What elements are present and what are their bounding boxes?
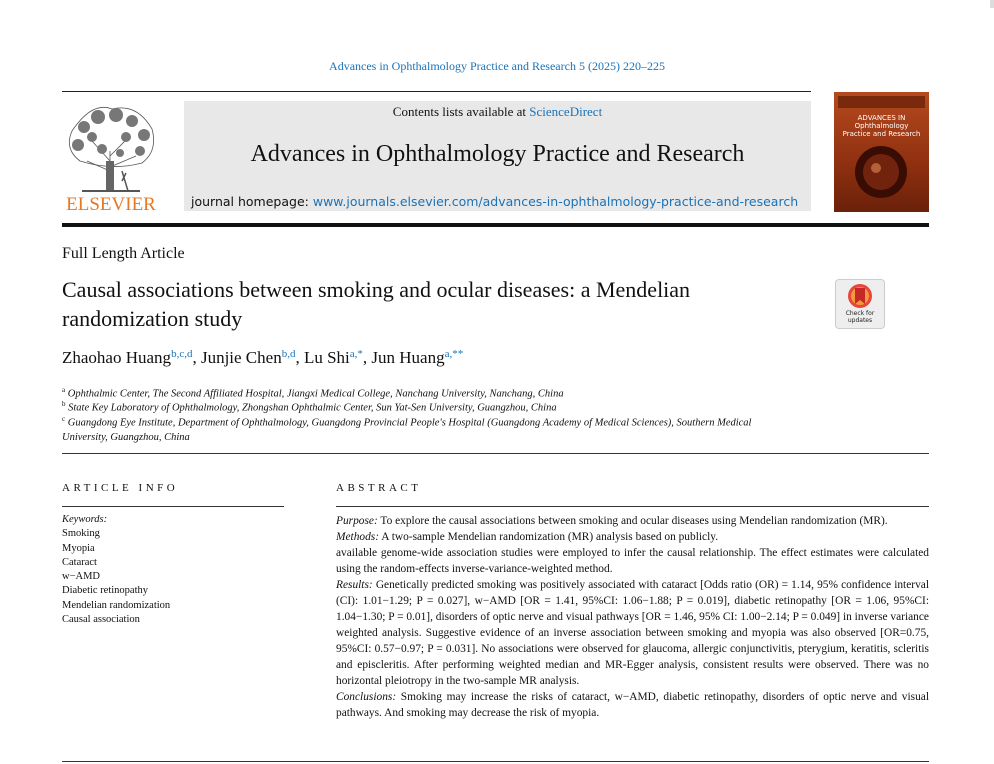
article-title: Causal associations between smoking and ocular diseases: a Mendelian randomization study: [62, 277, 691, 331]
author-name[interactable]: Lu Shi: [303, 348, 350, 367]
results-label: Results:: [336, 579, 373, 591]
author-affil-marks[interactable]: a,**: [444, 348, 464, 360]
contents-prefix: Contents lists available at: [392, 104, 530, 119]
publisher-wordmark: ELSEVIER: [66, 194, 156, 213]
author-affil-marks[interactable]: b,c,d: [171, 348, 193, 360]
author-name[interactable]: Zhaohao Huang: [62, 348, 172, 367]
journal-citation[interactable]: Advances in Ophthalmology Practice and Research 5 (2025) 220–225: [329, 59, 665, 73]
keyword: Causal association: [62, 614, 140, 626]
affiliation-mark: c: [62, 415, 66, 423]
conclusions-label: Conclusions:: [336, 691, 397, 703]
affiliation-text: State Key Laboratory of Ophthalmology, Zhongshan Ophthalmic Center, Sun Yat-Sen University, Guangzhou, China: [68, 402, 557, 414]
cover-title: ADVANCES IN Ophthalmology Practice and Research: [842, 114, 921, 138]
affiliation-text: Guangdong Eye Institute, Department of Ophthalmology, Guangdong Provincial People's Hospital (Guangdong Academy of Medical Sciences), Southern Medical University, Guangzhou, China: [62, 417, 752, 443]
article-info-heading: ARTICLE INFO: [62, 482, 179, 494]
cover-graphic: [834, 92, 929, 212]
abstract-results: [336, 577, 929, 689]
methods-label: Methods:: [336, 531, 380, 543]
keyword: Cataract: [62, 556, 97, 568]
author-separator: ,: [362, 348, 372, 367]
keyword: Diabetic retinopathy: [62, 585, 149, 597]
purpose-text: To explore the causal associations between smoking and ocular diseases using Mendelian randomization (MR).: [377, 515, 888, 527]
article-info-rule: [62, 506, 284, 507]
journal-homepage: [191, 194, 798, 209]
author-name[interactable]: Jun Huang: [371, 348, 445, 367]
affiliation-mark: b: [62, 400, 66, 408]
methods-text: A two-sample Mendelian randomization (MR) analysis based on publicly.: [379, 531, 719, 543]
keyword: Mendelian randomization: [62, 599, 171, 611]
contents-line: [184, 104, 811, 120]
homepage-label: journal homepage:: [191, 194, 313, 209]
affiliation-mark: a: [62, 386, 66, 394]
affiliation-c: [62, 412, 792, 445]
abstract-conclusions: [336, 689, 929, 721]
elsevier-tree-logo: [62, 101, 160, 213]
keywords-list: [62, 513, 170, 627]
top-border: [0, 0, 994, 8]
sciencedirect-link[interactable]: ScienceDirect: [529, 104, 603, 119]
header-top-rule: [62, 91, 811, 92]
section-rule: [62, 453, 929, 454]
journal-cover-image[interactable]: [834, 92, 929, 212]
homepage-link[interactable]: www.journals.elsevier.com/advances-in-ophthalmology-practice-and-research: [312, 194, 799, 209]
check-updates-icon: [836, 280, 884, 310]
check-for-updates-button[interactable]: [835, 279, 885, 329]
abstract-rule: [336, 506, 929, 507]
author-affil-marks[interactable]: a,*: [349, 348, 363, 360]
author-name[interactable]: Junjie Chen: [200, 348, 282, 367]
abstract-bottom-rule: [62, 761, 929, 762]
keyword: Myopia: [62, 542, 95, 554]
article-type: Full Length Article: [62, 245, 185, 262]
conclusions-text: Smoking may increase the risks of cataract, w−AMD, diabetic retinopathy, disorders of optic nerve and visual pathways. And smoking may decrease the risk of myopia.: [336, 691, 929, 719]
journal-title: Advances in Ophthalmology Practice and Research: [250, 141, 745, 167]
abstract-body: [336, 513, 929, 721]
author-affil-marks[interactable]: b,d: [281, 348, 296, 360]
author-separator: ,: [295, 348, 304, 367]
abstract-methods-cont: available genome-wide association studies were employed to infer the causal relationship. The effect estimates were calculated using the random-effects inverse-variance-weighted method.: [336, 547, 929, 575]
affiliation-text: Ophthalmic Center, The Second Affiliated Hospital, Jiangxi Medical College, Nanchang University, Nanchang, China: [67, 388, 564, 400]
results-text: Genetically predicted smoking was positively associated with cataract [Odds ratio (OR) = 1.14, 95% confidence interval (CI): 1.01−1.29; P = 0.027], w−AMD [OR = 1.41, 95%CI: 1.06−1.88; P = 0.019], diabetic retinopathy [OR = 1.06, 95%CI: 1.04−1.30; P = 0.01], disorders of optic nerve and visual pathways [OR = 1.46, 95% CI: 1.00−2.14; P = 0.049] in inverse variance weighted analysis. Suggestive evidence of an inverse association between smoking and myopia was also observed [OR=0.75, 95%CI: 0.57−0.97; P = 0.031]. No associations were observed for glaucoma, allergic conjunctivitis, pterygium, keratitis, scleritis and episcleritis. After performing weighted median and MR-Egger analysis, consistent results were observed. There was no horizontal pleiotropy in the two-sample MR analysis.: [336, 579, 929, 687]
abstract-methods: [336, 529, 929, 545]
purpose-label: Purpose:: [336, 515, 378, 527]
keyword: w−AMD: [62, 571, 101, 583]
header-bottom-rule: [62, 223, 929, 227]
author-separator: ,: [192, 348, 201, 367]
check-updates-label: Check for updates: [845, 310, 875, 324]
abstract-heading: ABSTRACT: [336, 482, 422, 494]
journal-header-box: [184, 101, 811, 211]
author-list: [62, 348, 463, 368]
keyword: Smoking: [62, 528, 100, 540]
keywords-label: Keywords:: [62, 514, 108, 525]
abstract-purpose: [336, 513, 929, 529]
